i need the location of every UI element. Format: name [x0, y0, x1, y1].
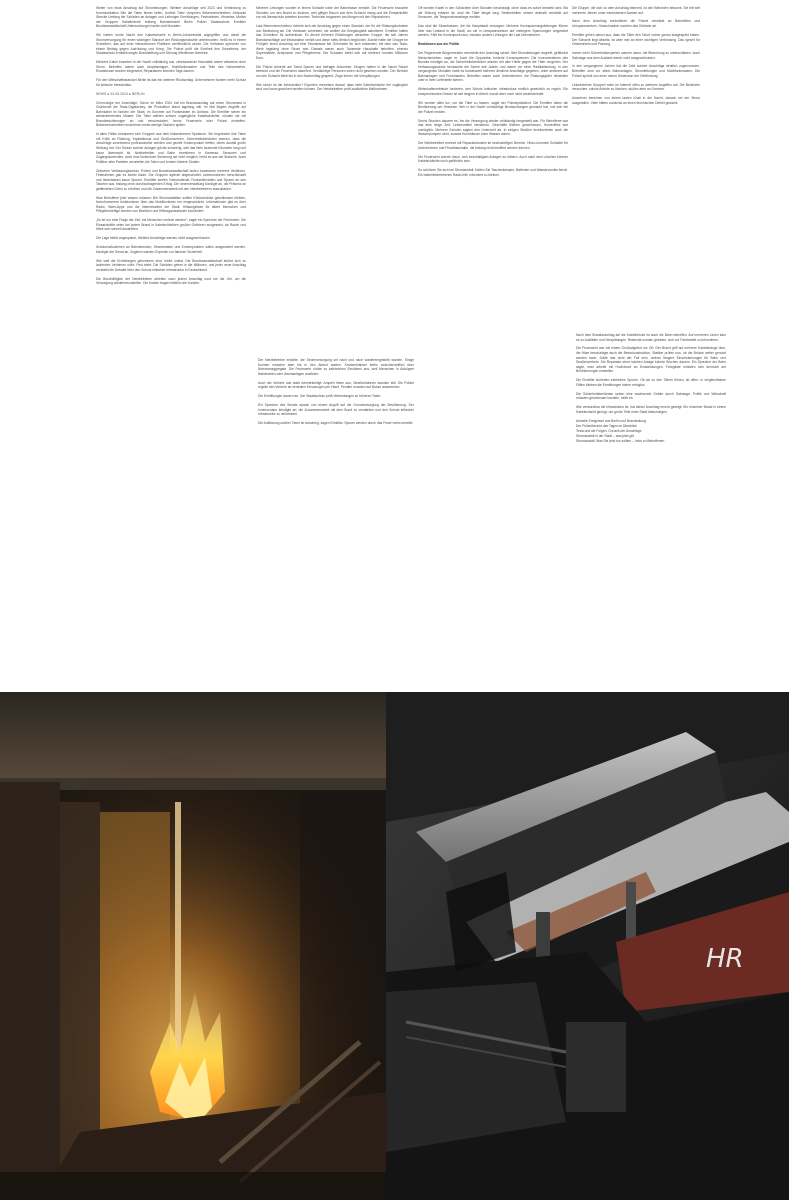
related-article-link[interactable]: Der Polizeibericht des Tages im Überblick [576, 423, 637, 428]
article-paragraph: Nach dem Anschlag kontrollierte die Polizei verstärkt an Bahnhöfen und Umspannwerken. Hubschrauber suchten das Gelände ab. [572, 19, 700, 29]
article-paragraph: Mehrere Leitungen wurden in einem Schacht nahe der Bahntrasse zerstört. Die Feuerwehr brauchte Stunden, um den Brand zu löschen, weil giftiger Rauch aus dem Schacht drang und die Einsatzkräfte nur mit Atemschutz arbeiten konnten. Techniker begannen am Morgen mit den Reparaturen. [256, 6, 408, 20]
article-paragraph: „Es ist nur eine Frage der Zeit, bis Menschen verletzt werden“, sagte ein Sprecher der Feuerwehr. Die Einsatzkräfte seien bei jedem Brand in Kabelschächten großen Gefahren ausgesetzt, da Rauch und Hitze sich schnell ausbreiten. [96, 218, 246, 232]
fire-photo-illustration [0, 692, 386, 1200]
article-paragraph: Die Beschäftigten der Netzbetreiber arbeiten nach jedem Anschlag rund um die Uhr, um die Versorgung wiederherzustellen. Die Kosten tragen letztlich die Kunden. [96, 276, 246, 286]
article-paragraph: Laut Bekennerschreiben richtete sich der Anschlag gegen einen Standort, der für die Rüstungsindustrie von Bedeutung sei. Die Verfasser schreiben, sie wollten die Kriegslogistik sabotieren. Ermittler halten das Schreiben für authentisch. Es ähnelt früheren Erklärungen derselben Gruppe, die seit Jahren Brandanschläge auf Infrastruktur verübt und diese stets ähnlich begründet. Zuletzt hatte die Gruppe im Frühjahr einen Anschlag auf eine Stromtrasse bei Grünheide für sich reklamiert, bei dem das Tesla-Werk tagelang ohne Strom war. Damals waren auch Tausende Haushalte betroffen, ebenso Supermärkte, Arztpraxen und Pflegeheime. Der Schaden belief sich auf mehrere hundert Millionen Euro. [256, 24, 408, 60]
article-paragraph: Wie weit die Ermittlungen gekommen sind, bleibt unklar. Die Bundesanwaltschaft äußert sich zu laufenden Verfahren nicht. Fest steht: Die Schäden gehen in die Millionen, und jeder neue Anschlag verstärkt die Debatte über den Schutz kritischer Infrastruktur in Deutschland. [96, 258, 246, 272]
article-dateline: NEWS ● 03.06.2024 ● BERLIN [96, 91, 145, 96]
article-paragraph: Das sind die Stromtrassen, die die Hauptstadt versorgen: Mehrere Hochspannungsleitungen führen über das Umland in die Stadt, wo sie in Umspannwerken auf niedrigere Spannungen umgesetzt werden. Fällt ein Knotenpunkt aus, müssen andere Leitungen die Last übernehmen. [418, 24, 568, 38]
article-paragraph: In den vergangenen Jahren hat die Zahl solcher Anschläge deutlich zugenommen. Betroffen sind vor allem Bahnanlagen, Stromleitungen und Mobilfunkmasten. Die Polizei spricht von einer neuen Dimension der Gefährdung. [572, 64, 700, 78]
article-paragraph: Immer mehr Sicherheitsexperten warnen davor, die Bedrohung zu unterschätzen. Auch Sabotage aus dem Ausland werde nicht ausgeschlossen. [572, 51, 700, 60]
related-article-link[interactable]: Aktuelle Ereignisse aus Berlin und Brandenburg [576, 418, 647, 423]
related-article-link[interactable]: Tesla und die Folgen: Chronik der Anschläge [576, 428, 642, 433]
article-paragraph: Mehrere Kabel brannten in der Nacht vollständig aus, zehntausende Haushalte waren zeitweise ohne Strom. Betroffen waren auch Ampelanlagen, Mobilfunkmasten und Teile des Nahverkehrs. Ersatzbusse wurden eingesetzt, Reparaturen könnten Tage dauern. [96, 60, 246, 74]
related-article-link[interactable]: Stromausfall in der Stadt – was jetzt gilt [576, 433, 634, 438]
article-paragraph: Schutzmaßnahmen an Bahnstrecken, Strommasten und Knotenpunkten sollen ausgeweitet werden, kündigte der Senat an. Zugleich warnen Experten vor falscher Sicherheit. [96, 245, 246, 254]
article-paragraph: Die Ermittler sicherten zahlreiche Spuren. Ob sie zu den Tätern führen, ist offen. In vergleichbaren Fällen blieben die Ermittlungen bisher erfolglos. [576, 378, 726, 387]
article-paragraph: Die Lage bleibt angespannt. Weitere Anschläge werden nicht ausgeschlossen. [96, 236, 211, 241]
article-paragraph: Die Aufklärung solcher Taten ist schwierig, sagen Ermittler. Spuren werden durch das Feuer meist zerstört. [258, 421, 414, 426]
article-paragraph: Auch der Verkehr war stark beeinträchtigt: Ampeln fielen aus, Straßenbahnen standen still. Die Polizei regelte den Verkehr an zentralen Kreuzungen per Hand. Pendler mussten auf Busse ausweichen. [258, 380, 414, 390]
article-paragraph: Die Feuerwehr warnte davor, sich beschädigten Anlagen zu nähern. Auch nach dem Löschen können Kabelschächte noch gefährlich sein. [418, 154, 568, 164]
article-paragraph: Chronologie der Anschläge: Schon im März 2024 traf ein Brandanschlag auf einen Strommast in Grünheide die Tesla-Gigafactory, die Produktion stand tagelang still. Im Mai folgten Angriffe auf Bahnkabel im Norden der Stadt, im Sommer auf Funkmasten im Umland. Die Ermittler sehen ein wiederkehrendes Muster: Die Täter wählen schwer zugängliche Kabelschächte, zünden sie mit Brandbeschleuniger an und verschwinden, bevor Feuerwehr oder Polizei eintreffen. Bekennerschreiben erscheinen meist wenige Stunden später. [96, 100, 246, 128]
article-paragraph: Der Netzbetreiber rechnet mit Reparaturkosten im sechsstelligen Bereich. Hinzu kommen Schäden für Unternehmen und Privathaushalte, die bislang nicht beziffert werden können. [418, 141, 568, 150]
graffiti-tag: HR [706, 944, 744, 974]
article-paragraph: Zwischen Verfassungsschutz, Polizei und Bundesanwaltschaft laufen inzwischen mehrere Verfahren. Festnahmen gab es bisher kaum. Die Gruppen agieren abgeschottet, kommunizieren verschlüsselt und hinterlassen kaum Spuren. Ermittler werten Videomaterial, Funkzellendaten und Spuren an den Tatorten aus, bislang ohne durchschlagenden Erfolg. Die Innenverwaltung kündigte an, die Präsenz an gefährdeten Orten zu erhöhen und die Zusammenarbeit mit den Netzbetreibern auszubauen. [96, 168, 246, 191]
article-paragraph: Wir haben heute Nacht den Kabelschacht in Berlin-Johannisthal angegriffen und damit die Stromversorgung für einen wichtigen Standort der Rüstungsindustrie unterbrochen, heißt es in einem Schreiben, das auf einer linksextremen Plattform veröffentlicht wurde. Die Verfasser sprechen von einem Beitrag gegen Aufrüstung und Krieg. Die Polizei prüft die Echtheit des Schreibens, der Staatsschutz ermittelt wegen Brandstiftung und Störung öffentlicher Betriebe. [96, 33, 246, 56]
article-paragraph: In allen Fällen bekannten sich Gruppen aus dem linksextremen Spektrum. Sie begründen ihre Taten mit Kritik an Rüstung, Kapitalismus und Großkonzernen. Sicherheitsbehörden warnen, dass die Anschläge zunehmend professioneller werden und gezielt Knotenpunkte treffen, deren Ausfall große Wirkung hat. Der Schutz solcher Anlagen gilt als schwierig, weil das Netz tausende Kilometer lang und kaum überwacht ist. Netzbetreiber und Bahn investieren in Kameras, Sensoren und Zugangskontrollen, doch eine lückenlose Sicherung sei nicht möglich, heißt es aus der Branche. Auch Politiker aller Parteien verurteilen die Taten und fordern härtere Strafen. [96, 132, 246, 164]
article-paragraph: Sechs Stunden dauerte es, bis die Versorgung wieder vollständig hergestellt war. Für Betroffene war das eine lange Zeit: Lebensmittel verdarben, Geschäfte blieben geschlossen, Homeoffice war unmöglich. Mehrere Schulen sagten den Unterricht ab. In einigen Straßen funktionierten auch die Wasserpumpen nicht, sodass Hochhäuser ohne Wasser waren. [418, 118, 568, 137]
article-paragraph: So schützen Sie sich bei Stromausfall: Halten Sie Taschenlampen, Batterien und Wasservorräte bereit. Ein batteriebetriebenes Radio hilft, informiert zu bleiben. [418, 168, 568, 177]
article-paragraph: Der Netzbetreiber erklärte, die Stromversorgung sei nach und nach wiederhergestellt worden. Einige Kunden mussten aber bis in den Abend warten. Krankenhäuser liefen zwischenzeitlich über Notstromaggregate. Die Feuerwehr rückte zu zahlreichen Einsätzen aus, weil Menschen in Aufzügen feststeckten oder Alarmanlagen ausfielen. [258, 358, 414, 376]
burnt-bridge-photo-illustration [386, 692, 789, 1200]
article-paragraph: Nach dem Brandanschlag auf die Kabelbrücke ist auch die Bahn betroffen. Auf mehreren Linien kam es zu Ausfällen und Verspätungen. Reisende wurden gebeten, sich vor Fahrtantritt zu informieren. [576, 333, 726, 342]
article-column-2b [258, 358, 414, 688]
related-article-link[interactable]: Stromausfall: Was Sie jetzt tun sollten – Infos zu Betroffenen [576, 438, 665, 443]
article-paragraph: Wie verwundbar die Infrastruktur ist, hat dieser Anschlag erneut gezeigt. Ein einzelner Brand in einem Kabelschacht genügt, um große Teile einer Stadt lahmzulegen. [576, 405, 726, 414]
article-subheading: Reaktionen aus der Politik [418, 42, 460, 47]
article-paragraph: Weiter von etwa Anschlag auf Stromleitungen. Weitere Anschläge seit 2023 und Verbindung zu Kommunikation Wie die Taten bisher liefen, Umfeld Täter Vorgehen Bekennerschreiben Zeitpunkt Strecke Umfang der Schäden an Anlagen und Leitungen Ermittlungen, Festnahmen, Hinweise, Motive der Gruppen Kabelbrände entlang Bahnstrecken Berlin Polizei Staatsschutz Ermittler Bundesanwaltschaft Untersuchungen laufen seit Monaten. [96, 6, 246, 29]
article-paragraph: Die Gruppe, die sich zu dem Anschlag bekennt, ist den Behörden bekannt. Sie tritt seit mehreren Jahren unter wechselnden Namen auf. [572, 6, 700, 15]
article-column-3 [418, 6, 568, 686]
article-paragraph: Linksextreme Gruppen rufen im Internet offen zu weiteren Angriffen auf. Die Behörden versuchen, solche Aufrufe zu löschen, stoßen aber an Grenzen. [572, 82, 700, 92]
article-paragraph: Ermittler gehen davon aus, dass die Täter den Tatort vorher genau ausgespäht haben. Der Schacht liegt abseits, ist aber nah an einer wichtigen Verbindung. Das spricht für Ortskenntnis und Planung. [572, 32, 700, 47]
article-paragraph: Anwohner berichten von einem lauten Knall in der Nacht, danach sei der Strom ausgefallen. Viele hätten zunächst an einen technischen Defekt gedacht. [572, 96, 700, 105]
article-paragraph: Die Feuerwehr war mit einem Großaufgebot vor Ort. Der Brand griff auf mehrere Kabelstränge über, die Hitze beschädigte auch die Betonkonstruktion. Statiker prüfen nun, ob die Brücke weiter genutzt werden kann. Sollte das nicht der Fall sein, drohen längere Einschränkungen für Bahn und Straßenverkehr. Die Reparatur einer solchen Anlage könnte Wochen dauern. Ein Sprecher der Bahn sagte, man arbeite mit Hochdruck an Ersatzlösungen. Fahrgäste müssten sich dennoch auf Behinderungen einstellen. [576, 346, 726, 374]
article-paragraph: Der Regierende Bürgermeister verurteilte den Anschlag scharf. Wer Stromleitungen angreift, gefährdet Menschenleben, sagte er. Auch die Opposition forderte Konsequenzen. Die Innenministerin des Bundes kündigte an, die Sicherheitsbehörden würden mit aller Härte gegen die Täter vorgehen. Der Verfassungsschutz beobachte die Szene seit Jahren und warne vor einer Radikalisierung. In den vergangenen Monaten hatte es bundesweit mehrere ähnliche Anschläge gegeben, unter anderem auf Bahnanlagen und Funkmasten. Betroffen waren auch Unternehmen, die Rüstungsgüter herstellen oder in ihrer Lieferkette stehen. [418, 51, 568, 83]
article-paragraph: Die Ermittlungen dauern an. Der Staatsschutz prüft Verbindungen zu früheren Taten. [258, 394, 382, 399]
article-paragraph: Für den Wirtschaftsstandort Berlin ist das ein weiterer Rückschlag. Unternehmen fordern mehr Schutz für kritische Infrastruktur. [96, 78, 246, 87]
article-column-5 [576, 333, 726, 678]
article-paragraph: Wie sicher ist die Infrastruktur? Experten verweisen darauf, dass viele Kabelschächte frei zugänglich sind und kaum gesichert werden können. Der Netzbetreiber prüft zusätzliche Maßnahmen. [256, 82, 408, 92]
article-column-1 [96, 6, 246, 686]
article-column-2 [256, 6, 408, 326]
article-paragraph: Wirtschaftsverbände forderten, den Schutz kritischer Infrastruktur endlich gesetzlich zu regeln. Ein entsprechendes Gesetz ist seit langem in Arbeit, wurde aber noch nicht verabschiedet. [418, 87, 568, 96]
photo-burnt-cable-bridge [386, 692, 789, 1200]
article-paragraph: Ein Sprecher des Senats sprach von einem Angriff auf die Grundversorgung der Bevölkerung. Der Innensenator kündigte an, die Zusammenarbeit mit dem Bund zu verstärken und den Schutz kritischer Infrastruktur zu verbessern. [258, 403, 414, 417]
article-paragraph: Die Sicherheitsbehörden sehen eine wachsende Gefahr durch Sabotage. Politik und Wirtschaft müssten gemeinsam handeln, heißt es. [576, 391, 726, 401]
article-paragraph: Wir werden alles tun, um die Täter zu fassen, sagte der Polizeipräsident. Die Ermittler baten die Bevölkerung um Hinweise. Wer in der Nacht verdächtige Beobachtungen gemacht hat, soll sich bei der Polizei melden. [418, 100, 568, 114]
article-paragraph: Oft werden Kabel in den Schächten über Stunden beschädigt, ohne dass es sofort bemerkt wird. Bis die Störung erkannt ist, sind die Täter längst weg. Netzbetreiber setzen deshalb verstärkt auf Sensoren, die Temperaturanstiege melden. [418, 6, 568, 20]
article-column-4 [572, 6, 700, 336]
article-paragraph: Was Betroffene jetzt wissen müssen: Bei Stromausfällen sollten Kühlschränke geschlossen bleiben, Notrufnummern funktionieren über das Mobilfunknetz nur eingeschränkt. Informationen gibt es über Radio, Warn-Apps und die Internetseiten der Stadt. Hilfsangebote für ältere Menschen und Pflegebedürftige werden von Bezirken und Hilfsorganisationen koordiniert. [96, 195, 246, 214]
article-paragraph: Die Polizei sicherte am Tatort Spuren und befragte Anwohner. Zeugen hatten in der Nacht Rauch bemerkt und die Feuerwehr alarmiert. Verdächtige Personen seien nicht gesehen worden. Der Bereich um den Schacht blieb bis in den Nachmittag gesperrt, Züge fuhren mit Verspätungen. [256, 64, 408, 78]
photo-fire-in-tunnel [0, 692, 386, 1200]
